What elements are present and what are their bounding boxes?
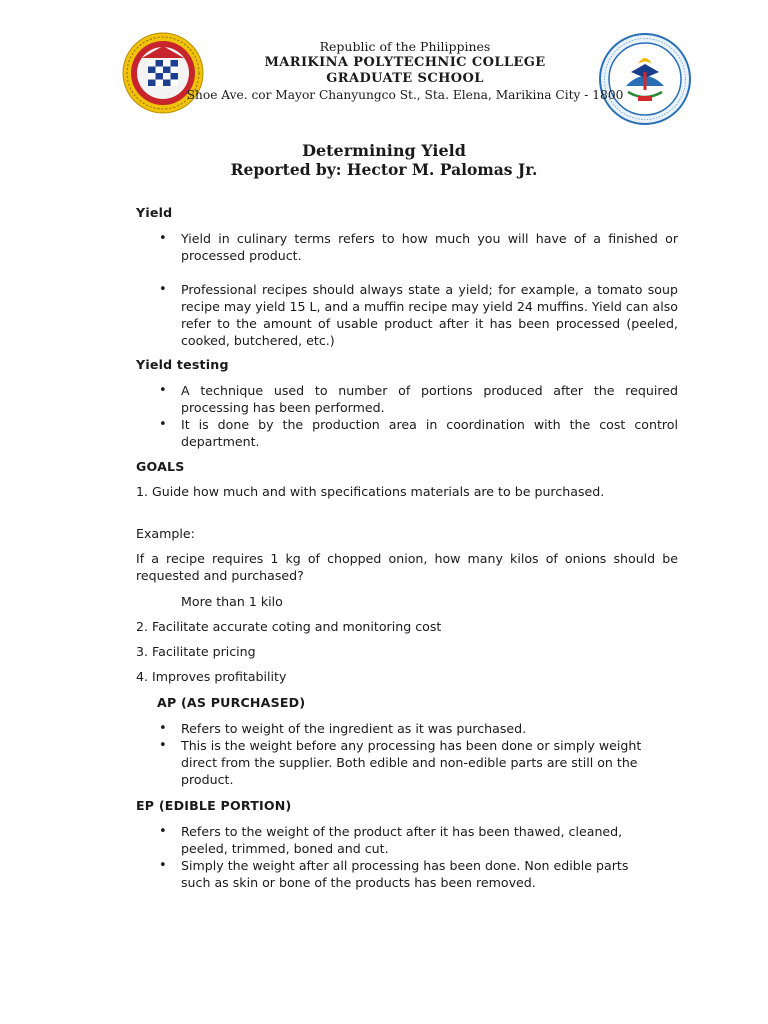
example-answer: More than 1 kilo [181,594,283,609]
ap-list [159,720,659,788]
header-address: Shoe Ave. cor Mayor Chanyungco St., Sta. Elena, Marikina City - 1800 [186,88,624,102]
section-heading-yield: Yield [136,205,173,220]
goal-1: 1. Guide how much and with specifications materials are to be purchased. [136,484,605,499]
header-school-name: GRADUATE SCHOOL [326,71,484,86]
goal-2: 2. Facilitate accurate coting and monitoring cost [136,619,442,634]
header-college-name: MARIKINA POLYTECHNIC COLLEGE [264,55,546,70]
list-item: • This is the weight before any processing has been done or simply weight direct from the supplier. Both edible and non-edible parts are still on the product. [159,737,659,788]
yield-testing-list [159,382,678,450]
goal-4: 4. Improves profitability [136,669,287,684]
goal-3: 3. Facilitate pricing [136,644,256,659]
section-heading-yield-testing: Yield testing [136,357,229,372]
section-heading-ep: EP (EDIBLE PORTION) [136,798,292,813]
list-item: • Refers to the weight of the product after it has been thawed, cleaned, peeled, trimmed, boned and cut. [159,823,649,857]
reporter-line: Reported by: Hector M. Palomas Jr. [230,160,538,179]
yield-list-2 [159,281,678,349]
example-text: If a recipe requires 1 kg of chopped onion, how many kilos of onions should be requested and purchased? [136,551,678,583]
list-item: • Professional recipes should always state a yield; for example, a tomato soup recipe may yield 15 L, and a muffin recipe may yield 24 muffins. Yield can also refer to the amount of usable product after it has been processed (peeled, cooked, butchered, etc.) [159,281,678,349]
yield-list [159,230,678,264]
list-item: • It is done by the production area in coordination with the cost control department. [159,416,678,450]
section-heading-ap: AP (AS PURCHASED) [157,695,306,710]
document-title: Determining Yield [302,141,466,160]
list-item: • Simply the weight after all processing has been done. Non edible parts such as skin or bone of the products has been removed. [159,857,649,891]
section-heading-goals: GOALS [136,459,185,474]
header-republic: Republic of the Philippines [319,39,491,54]
list-item: • Refers to weight of the ingredient as it was purchased. [159,720,659,737]
example-label: Example: [136,526,195,541]
list-item: • A technique used to number of portions produced after the required processing has been performed. [159,382,678,416]
list-item: • Yield in culinary terms refers to how much you will have of a finished or processed product. [159,230,678,264]
ep-list [159,823,649,891]
